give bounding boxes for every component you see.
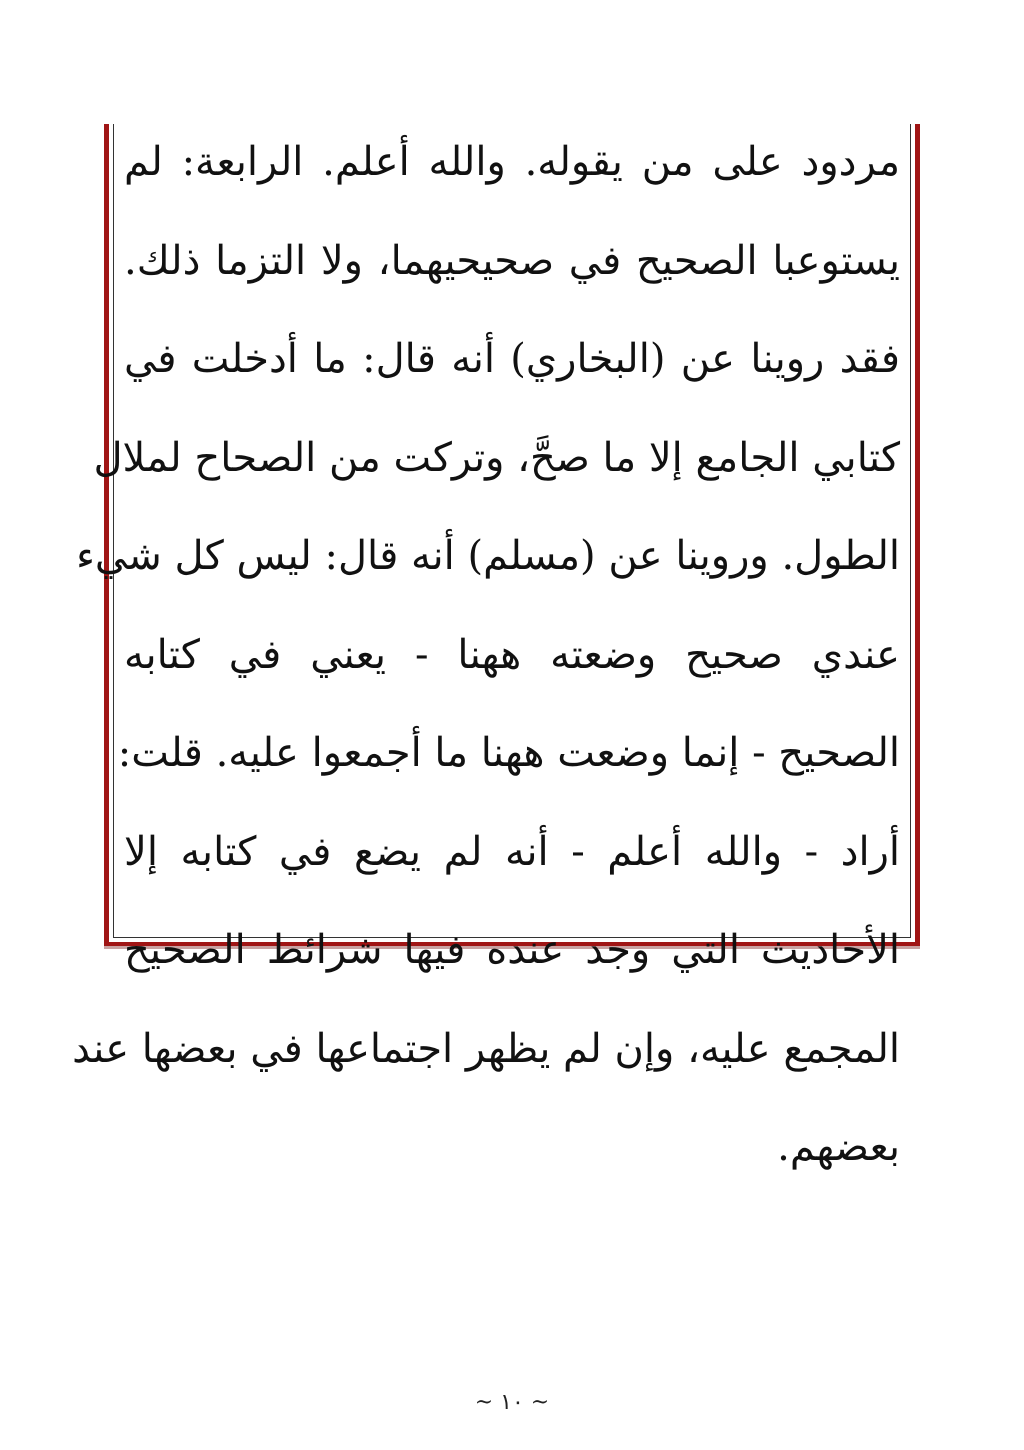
text-line: الأحاديث التي وجد عنده فيها شرائط الصحيح: [124, 927, 900, 973]
text-line: كتابي الجامع إلا ما صحَّ، وتركت من الصحاح لملال: [93, 434, 900, 481]
text-line: الطول. وروينا عن (مسلم) أنه قال: ليس كل شيء: [76, 533, 900, 579]
text-line: أراد - والله أعلم - أنه لم يضع في كتابه إلا: [124, 828, 900, 875]
text-line: المجمع عليه، وإن لم يظهر اجتماعها في بعضها عند: [72, 1025, 900, 1072]
text-line: الصحيح - إنما وضعت ههنا ما أجمعوا عليه. قلت:: [117, 730, 900, 776]
page-number: ~ ١٠ ~: [474, 1390, 550, 1415]
text-line: مردود على من يقوله. والله أعلم. الرابعة: لم: [124, 139, 900, 185]
body-text: [72, 130, 900, 1214]
text-line: عندي صحيح وضعته ههنا - يعني في كتابه: [124, 631, 900, 678]
text-line: فقد روينا عن (البخاري) أنه قال: ما أدخلت في: [124, 336, 900, 382]
text-line: بعضهم.: [777, 1124, 900, 1170]
text-line: يستوعبا الصحيح في صحيحيهما، ولا التزما ذلك.: [124, 237, 900, 284]
